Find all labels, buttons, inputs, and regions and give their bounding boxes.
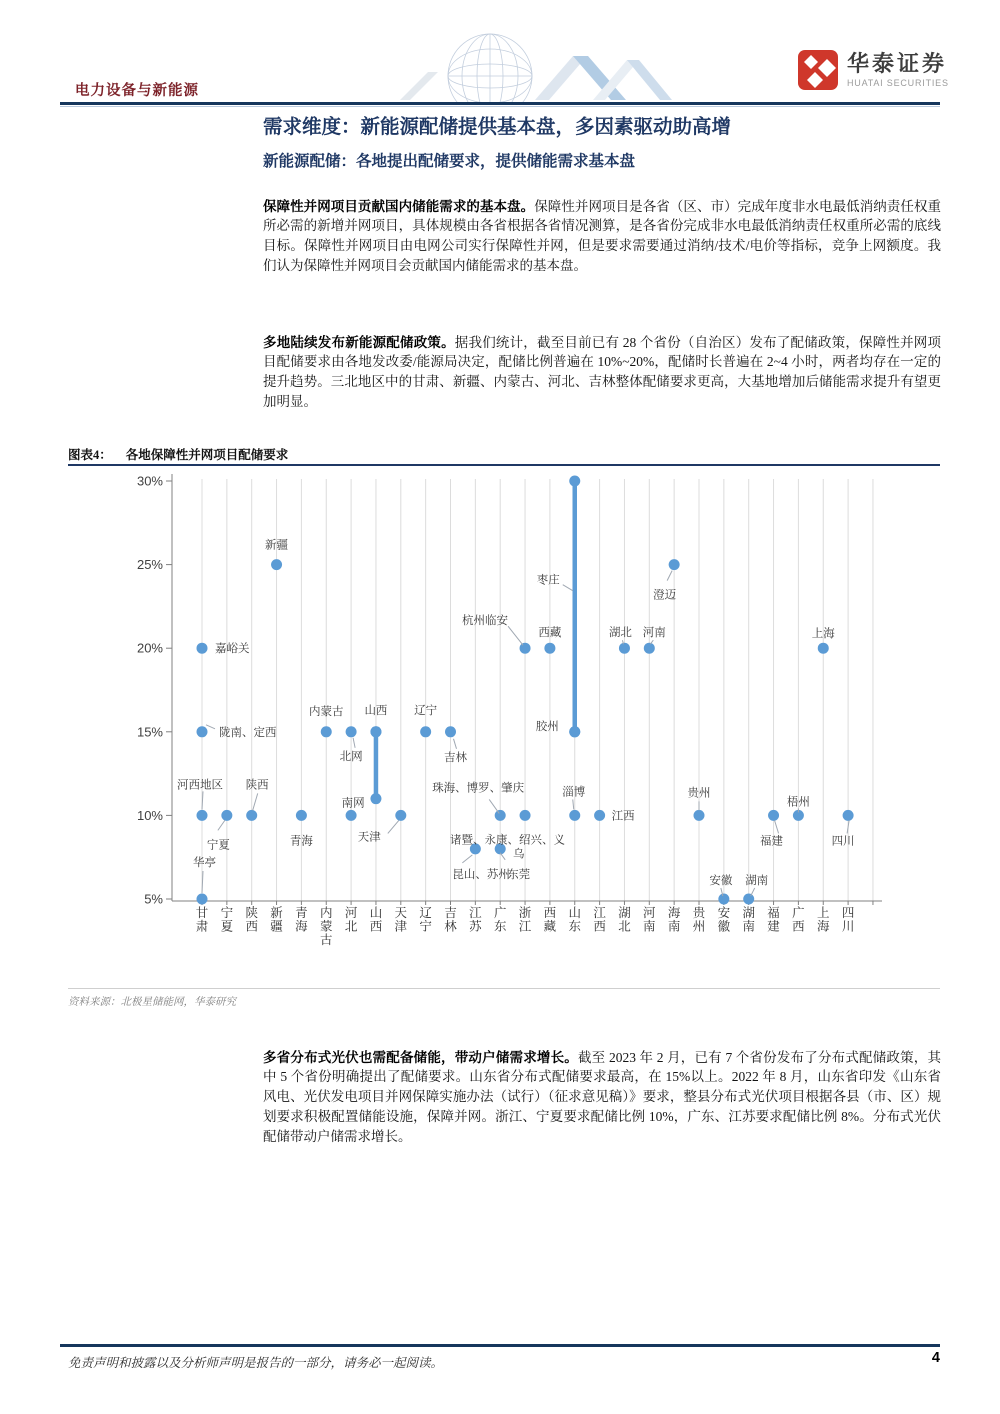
svg-text:西藏: 西藏 — [538, 627, 562, 640]
svg-text:福建: 福建 — [760, 835, 784, 848]
svg-text:新疆: 新疆 — [265, 539, 289, 552]
svg-text:南: 南 — [742, 919, 755, 934]
figure-label: 图表4： — [68, 448, 112, 462]
svg-text:东: 东 — [568, 919, 582, 934]
svg-text:甘: 甘 — [195, 906, 209, 920]
svg-text:西: 西 — [593, 919, 606, 934]
svg-text:贵: 贵 — [692, 906, 706, 920]
figure-source: 资料来源：北极星储能网，华泰研究 — [68, 988, 940, 1009]
svg-text:昆山、苏州: 昆山、苏州 — [452, 868, 510, 881]
svg-text:宁: 宁 — [419, 919, 432, 934]
svg-text:华亭: 华亭 — [193, 857, 216, 869]
svg-text:北网: 北网 — [339, 750, 363, 763]
svg-text:陕: 陕 — [245, 906, 258, 920]
report-section-label: 电力设备与新能源 — [75, 83, 199, 99]
svg-text:宁夏: 宁夏 — [206, 839, 230, 852]
svg-text:辽: 辽 — [419, 906, 432, 920]
svg-text:东: 东 — [493, 919, 507, 934]
svg-text:河: 河 — [643, 906, 656, 920]
svg-text:珠海、博罗、肇庆: 珠海、博罗、肇庆 — [432, 782, 525, 795]
svg-text:川: 川 — [841, 919, 855, 934]
svg-text:内: 内 — [319, 906, 333, 920]
page-subtitle: 新能源配储：各地提出配储要求，提供储能需求基本盘 — [263, 153, 636, 170]
huatai-logo-icon — [798, 50, 838, 90]
svg-text:陕西: 陕西 — [245, 779, 269, 792]
svg-text:南: 南 — [643, 919, 656, 934]
paragraph-1 — [263, 197, 941, 277]
svg-text:四川: 四川 — [831, 835, 855, 848]
paragraph-2-body: 据我们统计，截至目前已有 28 个省份（自治区）发布了配储政策，保障性并网项目配储要求由各地发改委/能源局决定，配储比例普遍在 10%~20%，配储时长普遍在 2~4 小时，两者均存在一定的提升趋势。三北地区中的甘肃、新疆、内蒙古、河北、吉林整体配储要求更高，大基地增加后储能需求提升有望更加明显。 — [263, 334, 942, 410]
svg-text:15%: 15% — [136, 724, 163, 740]
svg-text:枣庄: 枣庄 — [536, 574, 560, 587]
svg-text:河南: 河南 — [642, 627, 666, 640]
svg-text:山: 山 — [568, 906, 582, 920]
svg-text:北: 北 — [344, 919, 358, 934]
svg-text:25%: 25% — [136, 557, 163, 573]
figure-caption — [68, 445, 288, 463]
svg-text:山: 山 — [369, 906, 383, 920]
svg-text:南: 南 — [667, 919, 681, 934]
svg-text:江: 江 — [469, 906, 482, 920]
svg-text:藏: 藏 — [543, 919, 557, 934]
svg-text:福: 福 — [767, 906, 780, 920]
globe-watermark-graphic — [390, 30, 680, 104]
svg-text:天津: 天津 — [357, 831, 381, 844]
svg-text:海: 海 — [295, 919, 308, 934]
svg-text:州: 州 — [692, 919, 706, 934]
svg-text:淄博: 淄博 — [562, 786, 586, 799]
svg-text:西: 西 — [792, 919, 805, 934]
header-divider — [60, 102, 940, 105]
svg-text:上: 上 — [816, 906, 830, 920]
svg-text:西: 西 — [543, 906, 557, 920]
svg-text:疆: 疆 — [270, 919, 283, 934]
svg-text:辽宁: 辽宁 — [414, 704, 438, 717]
brand-name-en: HUATAI SECURITIES — [847, 77, 949, 88]
svg-text:安徽: 安徽 — [709, 875, 733, 887]
svg-text:湖南: 湖南 — [745, 875, 769, 887]
svg-text:浙: 浙 — [518, 906, 532, 920]
svg-text:20%: 20% — [136, 640, 163, 656]
svg-text:宁: 宁 — [220, 906, 234, 920]
page-title: 需求维度：新能源配储提供基本盘，多因素驱动助高增 — [263, 117, 732, 138]
svg-text:湖: 湖 — [618, 906, 631, 920]
svg-text:湖北: 湖北 — [608, 627, 632, 640]
svg-text:广: 广 — [792, 906, 805, 920]
paragraph-1-lead: 保障性并网项目贡献国内储能需求的基本盘。 — [263, 198, 535, 214]
paragraph-3-body: 截至 2023 年 2 月，已有 7 个省份发布了分布式配储政策，其中 5 个省份明确提出了配储要求。山东省分布式配储要求最高，在 15%以上。2022 年 8 月，山东省印发《山东省风电、光伏发电项目并网保障实施办法（试行）（征求意见稿）》要求，整县分布式光伏项目根据各县（市、区）规划要求积极配置储能设施，保障并网。浙江、宁夏要求配储比例 10%，广东、江苏要求配储比例 8%。分布式光伏配储带动户储需求增长。 — [263, 1049, 941, 1145]
svg-text:乌: 乌 — [513, 848, 525, 861]
svg-text:5%: 5% — [144, 891, 163, 907]
svg-text:内蒙古: 内蒙古 — [309, 705, 344, 718]
brand-logo — [798, 50, 949, 90]
svg-text:广: 广 — [493, 906, 507, 920]
svg-text:蒙: 蒙 — [319, 919, 333, 934]
svg-text:青: 青 — [295, 906, 308, 920]
svg-text:河: 河 — [344, 906, 358, 920]
svg-text:西: 西 — [245, 919, 258, 934]
svg-text:山西: 山西 — [364, 704, 388, 717]
svg-text:新: 新 — [270, 906, 283, 920]
paragraph-2 — [263, 333, 941, 413]
svg-text:天: 天 — [394, 906, 408, 920]
svg-text:苏: 苏 — [469, 919, 482, 934]
svg-text:梧州: 梧州 — [786, 796, 810, 809]
svg-text:东莞: 东莞 — [507, 868, 531, 881]
svg-text:江: 江 — [518, 919, 532, 934]
paragraph-3 — [263, 1048, 941, 1148]
svg-text:江西: 江西 — [611, 810, 635, 823]
footer-disclaimer: 免责声明和披露以及分析师声明是报告的一部分，请务必一起阅读。 — [68, 1356, 444, 1370]
svg-text:上海: 上海 — [811, 628, 835, 641]
brand-name: 华泰证券 — [847, 51, 948, 77]
svg-text:嘉峪关: 嘉峪关 — [215, 643, 250, 656]
paragraph-3-lead: 多省分布式光伏也需配备储能，带动户储需求增长。 — [263, 1049, 578, 1065]
svg-text:海: 海 — [667, 906, 681, 920]
svg-text:吉: 吉 — [444, 906, 457, 920]
svg-text:北: 北 — [618, 919, 631, 934]
svg-text:古: 古 — [319, 933, 333, 947]
figure-chart-svg — [130, 468, 940, 988]
svg-text:胶州: 胶州 — [535, 720, 559, 733]
svg-text:建: 建 — [767, 919, 780, 934]
svg-text:河西地区: 河西地区 — [177, 779, 223, 792]
svg-text:津: 津 — [394, 919, 408, 934]
svg-text:安: 安 — [717, 906, 731, 920]
svg-text:澄迈: 澄迈 — [653, 589, 677, 602]
svg-text:30%: 30% — [136, 473, 163, 489]
svg-text:诸暨、永康、绍兴、义: 诸暨、永康、绍兴、义 — [450, 834, 566, 847]
paragraph-1-body: 保障性并网项目是各省（区、市）完成年度非水电最低消纳责任权重所必需的新增并网项目，具体规模由各省根据各省情况测算，是各省份完成非水电最低消纳责任权重所必需的底线目标。保障性并网项目由电网公司实行保障性并网，但是要求需要通过消纳/技术/电价等指标，竞争上网额度。我们认为保障性并网项目会贡献国内储能需求的基本盘。 — [263, 198, 942, 274]
svg-text:四: 四 — [841, 906, 855, 920]
svg-text:湖: 湖 — [742, 906, 755, 920]
svg-text:肃: 肃 — [195, 919, 209, 934]
figure-divider — [68, 464, 940, 466]
svg-text:南网: 南网 — [341, 797, 365, 810]
svg-text:夏: 夏 — [220, 919, 234, 934]
svg-text:陇南、定西: 陇南、定西 — [219, 726, 277, 739]
header-divider-light — [60, 106, 940, 107]
page-number: 4 — [931, 1350, 940, 1366]
svg-text:海: 海 — [816, 919, 830, 934]
svg-text:江: 江 — [593, 906, 606, 920]
svg-text:贵州: 贵州 — [687, 787, 711, 800]
svg-text:徽: 徽 — [717, 919, 731, 934]
svg-text:10%: 10% — [136, 807, 163, 823]
svg-text:林: 林 — [444, 919, 457, 934]
paragraph-2-lead: 多地陆续发布新能源配储政策。 — [263, 334, 455, 350]
svg-text:西: 西 — [369, 919, 383, 934]
svg-text:吉林: 吉林 — [444, 751, 467, 764]
figure-title: 各地保障性并网项目配储要求 — [125, 448, 289, 462]
svg-text:青海: 青海 — [289, 835, 313, 848]
footer-divider — [60, 1344, 940, 1347]
svg-text:杭州临安: 杭州临安 — [462, 615, 509, 628]
